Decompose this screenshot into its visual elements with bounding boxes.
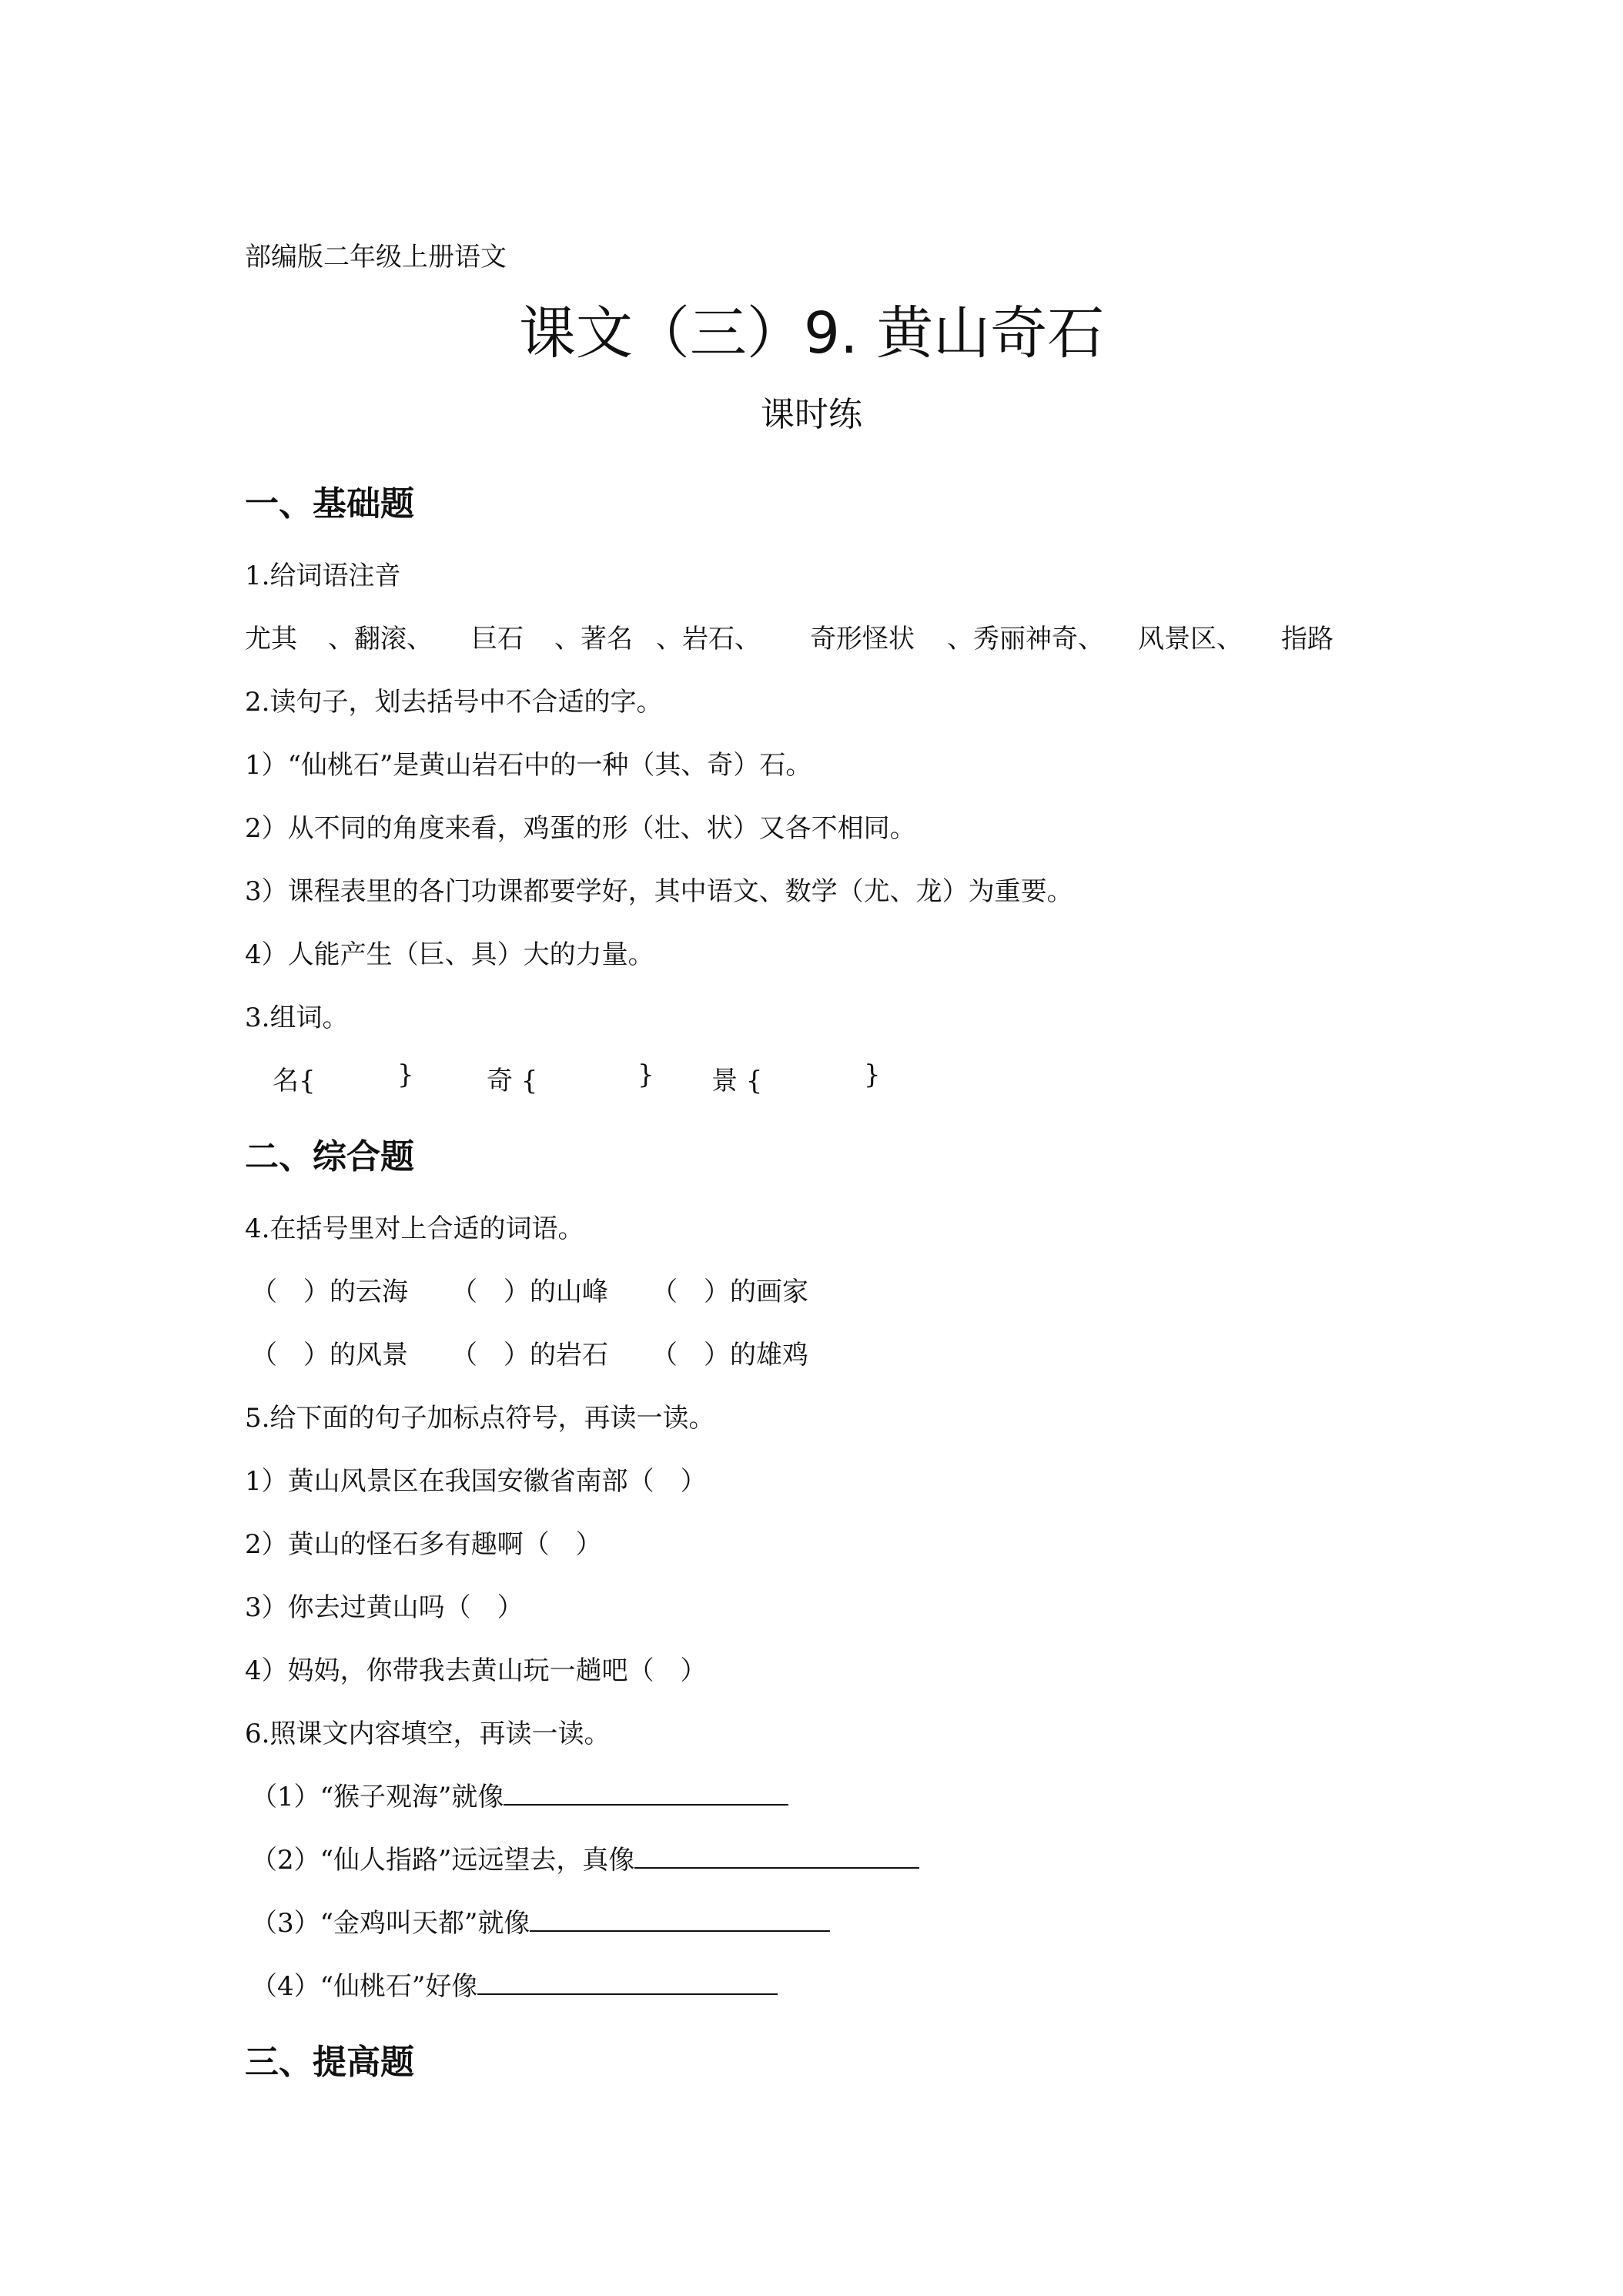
answer-blank[interactable]	[530, 1907, 830, 1932]
q3-open: 名{	[273, 1066, 316, 1096]
q4-cell: （ ）的画家	[651, 1277, 808, 1307]
series-label: 部编版二年级上册语文	[245, 242, 507, 273]
q3-prompt: 3.组词。	[245, 1002, 349, 1033]
q3-close: }	[637, 1059, 654, 1090]
q1-word: 尤其	[245, 624, 297, 654]
q4-cell: （ ）的山峰	[451, 1277, 608, 1307]
q6-prompt: 6.照课文内容填空，再读一读。	[245, 1719, 611, 1749]
answer-blank[interactable]	[477, 1970, 778, 1995]
q2-prompt: 2.读句子，划去括号中不合适的字。	[245, 687, 663, 718]
q5-item: 3）你去过黄山吗（ ）	[245, 1592, 524, 1623]
q5-item: 1）黄山风景区在我国安徽省南部（ ）	[245, 1466, 707, 1497]
q6-item	[251, 1776, 788, 1813]
q1-word: 巨石	[471, 624, 524, 654]
page-subtitle: 课时练	[761, 395, 862, 434]
q2-item: 2）从不同的角度来看，鸡蛋的形（壮、状）又各不相同。	[245, 813, 916, 844]
q1-word: 、翻滚、	[328, 624, 433, 654]
q6-item	[251, 1965, 778, 2003]
q1-word: 风景区、	[1138, 624, 1243, 654]
section-heading-basic: 一、基础题	[245, 484, 414, 524]
q1-word: 、秀丽神奇、	[947, 624, 1104, 654]
q6-item-text: （2）“仙人指路”远远望去，真像	[251, 1845, 635, 1876]
q1-word: 、岩石、	[656, 624, 761, 654]
q4-cell: （ ）的雄鸡	[651, 1340, 808, 1371]
q6-item-text: （3）“金鸡叫天都”就像	[251, 1908, 530, 1939]
q6-item-text: （1）“猴子观海”就像	[251, 1782, 504, 1812]
q4-prompt: 4.在括号里对上合适的词语。	[245, 1213, 584, 1244]
q5-item: 2）黄山的怪石多有趣啊（ ）	[245, 1529, 602, 1560]
q2-item: 4）人能产生（巨、具）大的力量。	[245, 939, 654, 970]
q2-item: 3）课程表里的各门功课都要学好，其中语文、数学（尤、龙）为重要。	[245, 876, 1073, 907]
q2-item: 1）“仙桃石”是黄山岩石中的一种（其、奇）石。	[245, 750, 812, 781]
q1-word: 、著名	[554, 624, 633, 654]
answer-blank[interactable]	[504, 1781, 788, 1806]
q1-word: 指路	[1281, 624, 1334, 654]
q4-cell: （ ）的云海	[251, 1277, 408, 1307]
q5-item: 4）妈妈，你带我去黄山玩一趟吧（ ）	[245, 1655, 707, 1686]
q1-word: 奇形怪状	[810, 624, 915, 654]
q3-open: 奇 {	[487, 1066, 538, 1096]
q5-prompt: 5.给下面的句子加标点符号，再读一读。	[245, 1403, 715, 1434]
q4-cell: （ ）的风景	[251, 1340, 408, 1371]
q3-close: }	[864, 1059, 881, 1090]
q4-cell: （ ）的岩石	[451, 1340, 608, 1371]
answer-blank[interactable]	[634, 1844, 919, 1869]
q6-item-text: （4）“仙桃石”好像	[251, 1971, 478, 2002]
q3-close: }	[397, 1059, 414, 1090]
q6-item	[251, 1839, 919, 1876]
q1-prompt: 1.给词语注音	[245, 561, 401, 591]
section-heading-advanced: 三、提高题	[245, 2043, 414, 2082]
q6-item	[251, 1902, 830, 1940]
section-heading-comprehensive: 二、综合题	[245, 1137, 414, 1176]
page-title: 课文（三）9. 黄山奇石	[518, 300, 1105, 366]
q3-open: 景 {	[711, 1066, 763, 1096]
